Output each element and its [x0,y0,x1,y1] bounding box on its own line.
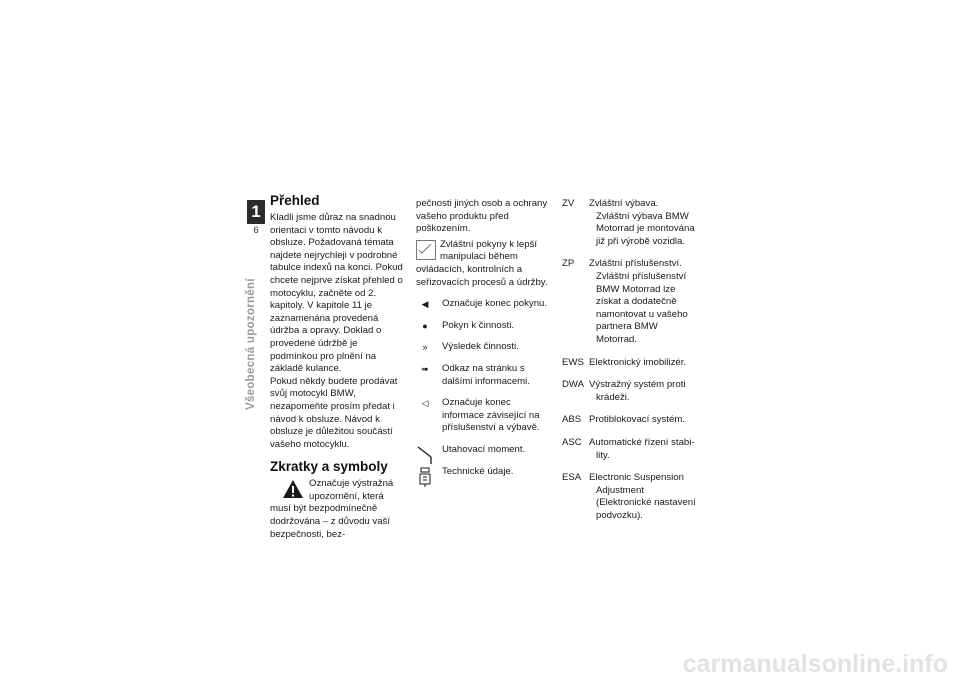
symbol-row-accessory [416,397,552,435]
end-triangle-icon: ◀ [421,299,429,310]
abbreviation-row-dwa [562,379,697,404]
heading-overview: Přehled [270,193,320,208]
page-number: 6 [247,224,265,238]
abbreviation-definition: Protiblokovací systém. [589,414,685,426]
symbol-text: Technické údaje. [442,465,514,477]
abbreviation-description: Zvláštní výbava BMW Motorrad je montována již při výrobě vozidla. [596,210,695,247]
abbreviation-row-ews [562,357,697,370]
abbreviation-description: lity. [596,449,610,461]
reference-arrow-icon: ➠ [421,363,429,374]
abbreviation-description: Zvláštní příslušenství BMW Motorrad lze získat a dodatečně namontovat u vašeho partnera BMW Motorrad. [596,270,688,345]
abbreviation-code: ASC [562,436,582,448]
symbol-text: Označuje konec pokynu. [442,298,548,310]
warning-text: Označuje výstražná upozornění, která musí být bezpodmínečně dodržována – z důvodu vaší bezpečnosti, bez- [270,478,394,540]
note-text: Zvláštní pokyny k lepší manipulaci během ovládacích, kontrolních a seřizovacích procesů a údržby. [416,238,548,288]
abbreviation-code: ABS [562,414,582,426]
warning-triangle-icon [282,479,304,499]
symbol-row-end [416,298,552,311]
symbol-text: Pokyn k činnosti. [442,319,514,331]
abbreviation-row-abs [562,414,697,427]
symbol-row-torque [416,444,552,457]
warning-text-continued: pečnosti jiných osob a ochrany vašeho produktu před poškozením. [416,198,548,235]
symbol-text: Utahovací moment. [442,443,526,455]
chapter-title-text: Všeobecná upozornění [245,278,257,410]
abbreviation-row-zp [562,258,697,346]
abbreviation-description: krádeži. [596,391,630,403]
accessory-end-icon: ◁ [421,398,429,409]
overview-paragraph-1: Kladli jsme důraz na snadnou orientaci v tomto návodu k obsluze. Požadovaná témata najdete nejrychleji v podrobné tabulce indexů na konci. Pokud chcete nejprve získat přehled o motocyklu, začněte od 2. kapitoly. V kapitole 11 je zaznamenána provedená údržba a opravy. Doklad o provedené údržbě je podmínkou pro plnění na základě kulance. [270,212,403,375]
symbol-row-action [416,320,552,333]
note-block [416,239,552,289]
abbreviation-row-zv [562,198,697,248]
abbreviation-definition: Elektronický imobilizér. [589,356,687,368]
abbreviation-definition: Electronic Suspension [589,472,684,484]
symbol-text: Výsledek činnosti. [442,341,519,353]
abbreviation-definition: Zvláštní výbava. [589,198,659,209]
abbreviation-description: Adjustment (Elektronické nastavení podvozku). [596,484,696,521]
abbreviation-code: DWA [562,379,585,391]
abbreviation-code: ZP [562,258,575,270]
warning-block [270,478,406,541]
column-1 [270,193,406,541]
note-corner-icon [416,240,436,260]
abbreviation-code: ZV [562,198,575,209]
symbol-row-result [416,341,552,354]
chapter-tab [247,200,265,238]
torque-wrench-icon [416,444,434,466]
column-3 [562,198,697,532]
abbreviation-row-esa [562,472,697,522]
technical-data-icon [416,466,434,488]
symbol-text: Odkaz na stránku s dalšími informacemi. [442,362,530,387]
abbreviation-row-asc [562,437,697,462]
symbol-row-techdata [416,466,552,479]
bullet-dot-icon: ● [422,320,428,331]
symbol-row-reference [416,363,552,388]
result-arrow-icon: » [422,342,428,353]
abbreviation-code: EWS [562,356,584,368]
overview-paragraph-2: Pokud někdy budete prodávat svůj motocykl BMW, nezapomeňte prosím předat i návod k obsluze. Návod k obsluze je důležitou součástí vašeho motocyklu. [270,375,398,450]
abbreviation-definition: Zvláštní příslušenství. [589,258,682,270]
symbol-text: Označuje konec informace závisející na příslušenství a výbavě. [442,397,540,434]
watermark-logo: carmanualsonline.info [682,650,948,678]
heading-abbreviations: Zkratky a symboly [270,459,388,475]
abbreviation-definition: Výstražný systém proti [589,379,686,391]
abbreviation-definition: Automatické řízení stabi- [589,436,695,448]
chapter-number: 1 [251,202,261,221]
abbreviation-code: ESA [562,472,582,484]
column-2 [416,198,552,478]
